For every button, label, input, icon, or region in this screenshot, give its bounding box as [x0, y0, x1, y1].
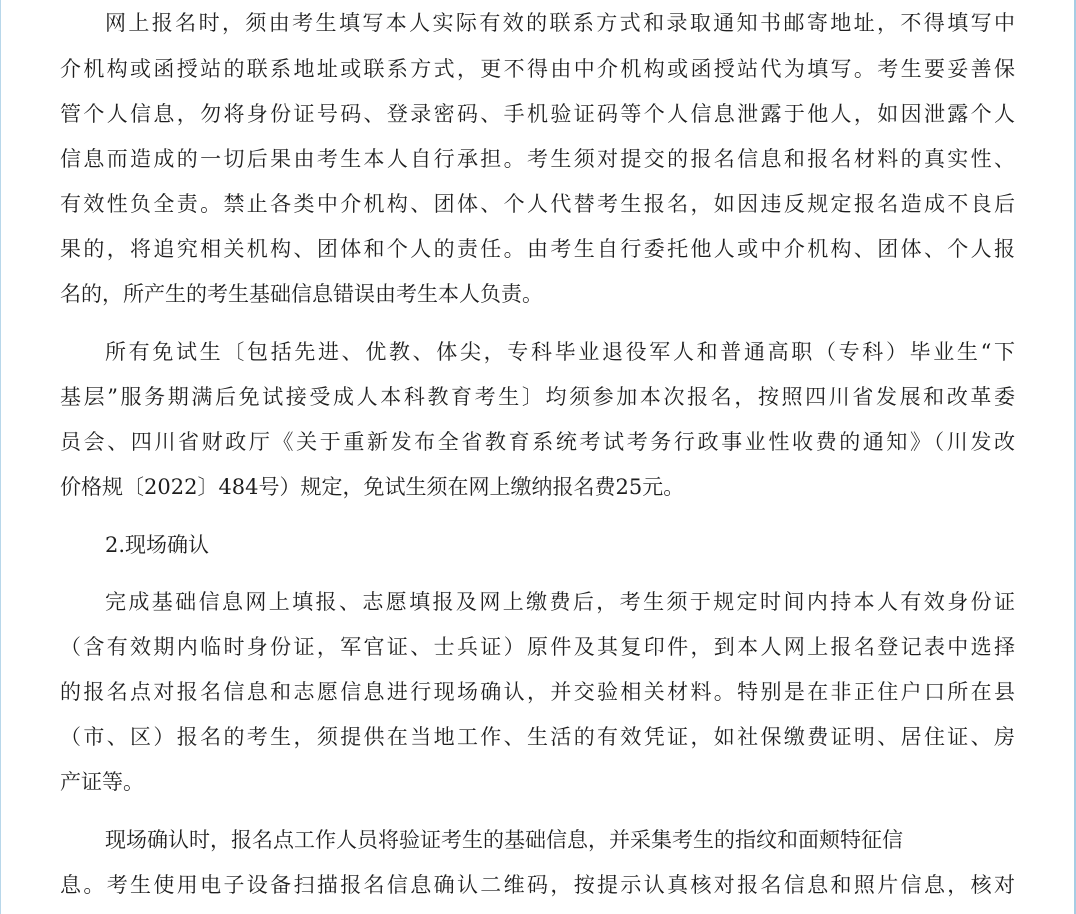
section-heading: 2.现场确认	[105, 533, 210, 557]
text-line: 管个人信息，勿将身份证号码、登录密码、手机验证码等个人信息泄露于他人，如因泄露个人	[60, 102, 1015, 126]
text-line: 息。考生使用电子设备扫描报名信息确认二维码，按提示认真核对报名信息和照片信息，核对	[60, 873, 1015, 897]
text-line: 员会、四川省财政厅《关于重新发布全省教育系统考试考务行政事业性收费的通知》（川发改	[60, 430, 1015, 454]
text-line: 现场确认时，报名点工作人员将验证考生的基础信息，并采集考生的指纹和面颊特征信	[105, 828, 903, 852]
left-border	[0, 0, 1, 914]
text-line: 信息而造成的一切后果由考生本人自行承担。考生须对提交的报名信息和报名材料的真实性、	[60, 147, 1015, 171]
text-line: 所有免试生〔包括先进、优教、体尖，专科毕业退役军人和普通高职（专科）毕业生“下	[105, 340, 1015, 364]
text-line: 介机构或函授站的联系地址或联系方式，更不得由中介机构或函授站代为填写。考生要妥善保	[60, 57, 1015, 81]
text-line: 产证等。	[60, 770, 144, 794]
text-line: 基层”服务期满后免试接受成人本科教育考生〕均须参加本次报名，按照四川省发展和改革委	[60, 385, 1015, 409]
text-line: 名的，所产生的考生基础信息错误由考生本人负责。	[60, 282, 543, 306]
text-line: 有效性负全责。禁止各类中介机构、团体、个人代替考生报名，如因违反规定报名造成不良后	[60, 192, 1015, 216]
text-line: 的报名点对报名信息和志愿信息进行现场确认，并交验相关材料。特别是在非正住户口所在县	[60, 680, 1015, 704]
text-line: 完成基础信息网上填报、志愿填报及网上缴费后，考生须于规定时间内持本人有效身份证	[105, 590, 1015, 614]
text-line: （含有效期内临时身份证，军官证、士兵证）原件及其复印件，到本人网上报名登记表中选择	[60, 635, 1015, 659]
text-line: 果的，将追究相关机构、团体和个人的责任。由考生自行委托他人或中介机构、团体、个人报	[60, 237, 1015, 261]
text-line: 网上报名时，须由考生填写本人实际有效的联系方式和录取通知书邮寄地址，不得填写中	[105, 11, 1015, 35]
text-line: 价格规〔2022〕484号）规定，免试生须在网上缴纳报名费25元。	[60, 475, 685, 499]
text-line: （市、区）报名的考生，须提供在当地工作、生活的有效凭证，如社保缴费证明、居住证、房	[60, 725, 1015, 749]
